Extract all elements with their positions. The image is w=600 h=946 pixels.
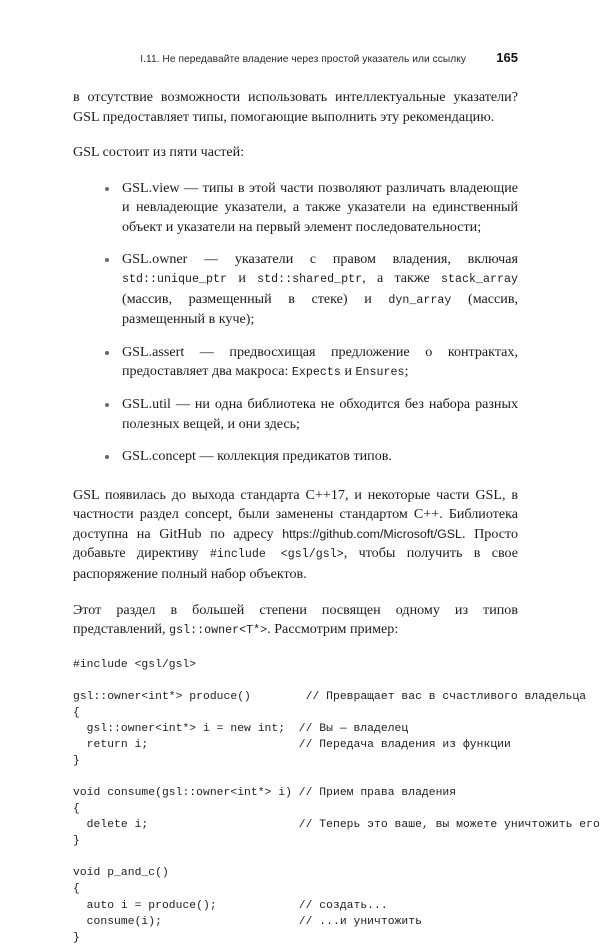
list-item [73, 179, 518, 237]
inline-text: (массив, размещенный в куче); [122, 290, 519, 328]
code-line [73, 673, 518, 689]
bullet-dot-icon [105, 455, 109, 459]
list-item-text [122, 344, 518, 379]
bullet-dot-icon [105, 351, 109, 355]
running-head-title: I.11. Не передавайте владение через простой указатель или ссылку [140, 54, 466, 65]
inline-text: и [227, 270, 258, 287]
code-line: gsl::owner<int*> produce() // Превращает вас в счастливого владельца [73, 690, 587, 703]
code-line: { [73, 706, 80, 719]
inline-code: stack_array [440, 273, 518, 287]
code-line: { [73, 803, 80, 816]
inline-text: . Рассмотрим пример: [267, 621, 399, 638]
list-item [73, 395, 518, 434]
paragraph-parts-lead: GSL состоит из пяти частей: [73, 144, 245, 161]
code-line: void consume(gsl::owner<int*> i) // Прием права владения [73, 787, 457, 800]
inline-text: . Просто добавьте директиву [73, 525, 518, 562]
inline-text: GSL появилась до выхода стандарта C++17, и некоторые части GSL, в частности раздел concept, были заменены стандартом C++. Библиотека доступна на GitHub по адресу [73, 486, 518, 542]
code-line: } [73, 931, 80, 944]
inline-code: gsl::owner<T*> [169, 624, 268, 638]
list-item [73, 447, 518, 466]
inline-text: , чтобы получить в свое распоряжение полный набор объектов. [73, 545, 519, 583]
code-line: return i; // Передача владения из функции [73, 739, 511, 752]
inline-text: GSL.assert — предвосхищая предложение о контрактах, предоставляет два макроса: [122, 343, 518, 380]
bullet-dot-icon [105, 187, 109, 191]
list-item-text: GSL.view — типы в этой части позволяют различать владеющие и невладеющие указатели, а также указатели на единственный объект и указатели на первый элемент последовательности; [122, 179, 518, 235]
inline-code: #include <gsl/gsl> [209, 548, 344, 562]
inline-text: и [340, 363, 356, 380]
code-line: } [73, 755, 80, 768]
code-line [73, 849, 518, 865]
inline-text: (массив, размещенный в стеке) и [122, 290, 389, 307]
code-block [73, 657, 600, 946]
list-item [73, 343, 518, 383]
inline-code: std::unique_ptr [122, 273, 228, 287]
page-number: 165 [496, 50, 518, 65]
page-content [73, 88, 600, 946]
inline-text: ; [404, 363, 409, 380]
paragraph-section-topic [73, 601, 518, 641]
code-line: { [73, 883, 80, 896]
list-item-text: GSL.util — ни одна библиотека не обходится без набора разных полезных вещей, и они здесь; [122, 396, 518, 432]
inline-code: Expects [291, 366, 341, 380]
code-line: #include <gsl/gsl> [73, 658, 197, 671]
code-line: consume(i); // ...и уничтожить [73, 915, 422, 928]
inline-code: Ensures [355, 366, 405, 380]
code-line: } [73, 835, 80, 848]
code-line: gsl::owner<int*> i = new int; // Вы — владелец [73, 723, 409, 735]
list-item-text [122, 251, 518, 327]
bullet-dot-icon [105, 258, 109, 262]
code-line: auto i = produce(); // создать... [73, 899, 388, 912]
inline-url[interactable]: https://github.com/Microsoft/GSL [282, 526, 462, 541]
inline-text: GSL.owner — указатели с правом владения, включая [122, 251, 518, 267]
list-item-text: GSL.concept — коллекция предикатов типов. [122, 448, 392, 465]
code-line: delete i; // Теперь это ваше, вы можете уничтожить его [73, 819, 600, 832]
inline-code: dyn_array [388, 293, 452, 307]
code-line: void p_and_c() [73, 867, 169, 880]
inline-text: , а также [362, 270, 441, 287]
paragraph-gsl-history [73, 486, 518, 585]
code-line [73, 769, 518, 785]
inline-text: Этот раздел в большей степени посвящен одному из типов представлений, [73, 601, 518, 638]
bullet-dot-icon [105, 403, 109, 407]
gsl-parts-list [73, 179, 518, 467]
paragraph-intro: в отсутствие возможности использовать интеллектуальные указатели? GSL предоставляет типы, помогающие выполнить эту рекомендацию. [73, 89, 518, 125]
list-item [73, 250, 518, 330]
inline-code: std::shared_ptr [257, 273, 363, 287]
running-head [73, 50, 518, 65]
